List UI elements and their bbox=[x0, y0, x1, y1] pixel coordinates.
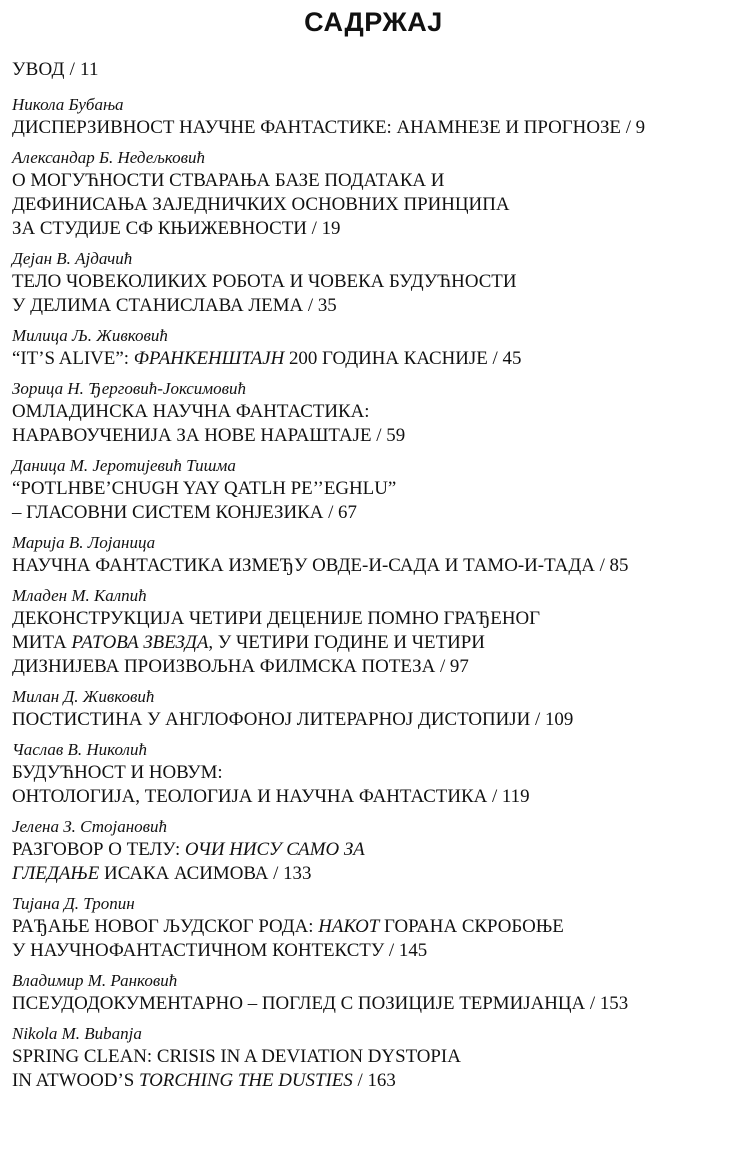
toc-entry bbox=[12, 248, 735, 318]
italic-title-segment: ОЧИ НИСУ САМО ЗА bbox=[184, 839, 365, 860]
toc-entry bbox=[12, 455, 735, 525]
entry-title-line bbox=[12, 939, 735, 963]
entry-title-line bbox=[12, 554, 735, 578]
title-segment: РАЂАЊЕ НОВОГ ЉУДСКОГ РОДА: bbox=[12, 916, 319, 937]
toc-entry bbox=[12, 585, 735, 679]
entry-author: Милан Д. Живковић bbox=[12, 687, 155, 706]
entry-author: Никола Бубања bbox=[12, 95, 124, 114]
entry-author: Младен М. Калпић bbox=[12, 586, 147, 605]
title-segment: , У ЧЕТИРИ ГОДИНЕ И ЧЕТИРИ bbox=[208, 632, 485, 653]
toc-entry bbox=[12, 970, 735, 1016]
entry-title-line bbox=[12, 915, 735, 939]
italic-title-segment: РАТОВА ЗВЕЗДА bbox=[71, 632, 209, 653]
entry-title-line bbox=[12, 708, 735, 732]
entry-title-line bbox=[12, 294, 735, 318]
entry-title-line bbox=[12, 501, 735, 525]
entry-title-line bbox=[12, 270, 735, 294]
entry-title-line bbox=[12, 169, 735, 193]
toc-entry bbox=[12, 325, 735, 371]
toc-entry bbox=[12, 893, 735, 963]
title-segment: ДИЗНИЈЕВА ПРОИЗВОЉНА ФИЛМСКА ПОТЕЗА / 97 bbox=[12, 656, 469, 677]
intro-entry: УВОД / 11 bbox=[12, 59, 99, 80]
entry-title-line bbox=[12, 862, 735, 886]
page-title: САДРЖАЈ bbox=[304, 7, 443, 37]
title-segment: ДЕФИНИСАЊА ЗАЈЕДНИЧКИХ ОСНОВНИХ ПРИНЦИПА bbox=[12, 194, 510, 215]
entry-title-line bbox=[12, 193, 735, 217]
toc-entry bbox=[12, 94, 735, 140]
title-segment: НАУЧНА ФАНТАСТИКА ИЗМЕЂУ ОВДЕ-И-САДА И ТАМО-И-ТАДА / 85 bbox=[12, 555, 629, 576]
entry-author: Дејан В. Ајдачић bbox=[12, 249, 133, 268]
toc-entry bbox=[12, 1023, 735, 1093]
title-segment: ЗА СТУДИЈЕ СФ КЊИЖЕВНОСТИ / 19 bbox=[12, 218, 341, 239]
entry-title-line bbox=[12, 347, 735, 371]
title-segment: ОМЛАДИНСКА НАУЧНА ФАНТАСТИКА: bbox=[12, 401, 370, 422]
italic-title-segment: TORCHING THE DUSTIES bbox=[138, 1070, 353, 1091]
title-segment: О МОГУЋНОСТИ СТВАРАЊА БАЗЕ ПОДАТАКА И bbox=[12, 170, 445, 191]
entry-author: Зорица Н. Ђерговић-Јоксимовић bbox=[12, 379, 247, 398]
entry-title-line bbox=[12, 1069, 735, 1093]
title-segment: “POTLHBE’CHUGH YAY QATLH PE’’EGHLU” bbox=[12, 478, 397, 499]
entry-author: Тијана Д. Тропин bbox=[12, 894, 135, 913]
title-segment: 200 ГОДИНА КАСНИЈЕ / 45 bbox=[284, 348, 522, 369]
toc-entry bbox=[12, 686, 735, 732]
entry-author: Даница М. Јеротијевић Тишма bbox=[12, 456, 236, 475]
entry-title-line bbox=[12, 655, 735, 679]
entry-author: Александар Б. Недељковић bbox=[12, 148, 205, 167]
entry-title-line bbox=[12, 424, 735, 448]
title-segment: ИСАКА АСИМОВА / 133 bbox=[99, 863, 312, 884]
title-segment: IN ATWOOD’S bbox=[12, 1070, 139, 1091]
title-segment: ГОРАНА СКРОБОЊЕ bbox=[379, 916, 564, 937]
toc-entry bbox=[12, 739, 735, 809]
toc-entry bbox=[12, 147, 735, 241]
entry-title-line bbox=[12, 631, 735, 655]
entry-title-line bbox=[12, 1045, 735, 1069]
title-segment: МИТА bbox=[12, 632, 72, 653]
toc-entry bbox=[12, 532, 735, 578]
entry-title-line bbox=[12, 116, 735, 140]
entry-title-line bbox=[12, 992, 735, 1016]
italic-title-segment: ГЛЕДАЊЕ bbox=[12, 863, 100, 884]
entry-title-line bbox=[12, 217, 735, 241]
title-segment: НАРАВОУЧЕНИЈА ЗА НОВЕ НАРАШТАЈЕ / 59 bbox=[12, 425, 406, 446]
entry-author: Марија В. Лојаница bbox=[12, 533, 156, 552]
entry-title-line bbox=[12, 785, 735, 809]
title-segment: SPRING CLEAN: CRISIS IN A DEVIATION DYSTOPIA bbox=[12, 1046, 461, 1067]
toc-entry bbox=[12, 816, 735, 886]
entry-title-line bbox=[12, 838, 735, 862]
toc-entries bbox=[12, 94, 735, 1093]
entry-author: Nikola M. Bubanja bbox=[12, 1024, 142, 1043]
entry-author: Милица Љ. Живковић bbox=[12, 326, 168, 345]
title-segment: – ГЛАСОВНИ СИСТЕМ КОНЈЕЗИКА / 67 bbox=[12, 502, 357, 523]
title-segment: ОНТОЛОГИЈА, ТЕОЛОГИЈА И НАУЧНА ФАНТАСТИКА / 119 bbox=[12, 786, 530, 807]
entry-title-line bbox=[12, 607, 735, 631]
title-segment: ТЕЛО ЧОВЕКОЛИКИХ РОБОТА И ЧОВЕКА БУДУЋНОСТИ bbox=[12, 271, 517, 292]
toc-entry bbox=[12, 378, 735, 448]
entry-author: Владимир М. Ранковић bbox=[12, 971, 178, 990]
entry-title-line bbox=[12, 400, 735, 424]
entry-title-line bbox=[12, 477, 735, 501]
entry-author: Јелена З. Стојановић bbox=[12, 817, 168, 836]
title-segment: РАЗГОВОР О ТЕЛУ: bbox=[12, 839, 185, 860]
entry-title-line bbox=[12, 761, 735, 785]
title-segment: БУДУЋНОСТ И НОВУМ: bbox=[12, 762, 223, 783]
title-segment: ПОСТИСТИНА У АНГЛОФОНОЈ ЛИТЕРАРНОЈ ДИСТОПИЈИ / 109 bbox=[12, 709, 574, 730]
entry-author: Часлав В. Николић bbox=[12, 740, 147, 759]
italic-title-segment: НАКОТ bbox=[318, 916, 380, 937]
title-segment: “IT’S ALIVE”: bbox=[12, 348, 134, 369]
title-segment: У НАУЧНОФАНТАСТИЧНОМ КОНТЕКСТУ / 145 bbox=[12, 940, 428, 961]
title-segment: ДЕКОНСТРУКЦИЈА ЧЕТИРИ ДЕЦЕНИЈЕ ПОМНО ГРАЂЕНОГ bbox=[12, 608, 541, 629]
title-segment: ДИСПЕРЗИВНОСТ НАУЧНЕ ФАНТАСТИКЕ: АНАМНЕЗЕ И ПРОГНОЗЕ / 9 bbox=[12, 117, 646, 138]
italic-title-segment: ФРАНКЕНШТАЈН bbox=[133, 348, 285, 369]
title-segment: У ДЕЛИМА СТАНИСЛАВА ЛЕМА / 35 bbox=[12, 295, 337, 316]
title-segment: / 163 bbox=[352, 1070, 396, 1091]
title-segment: ПСЕУДОДОКУМЕНТАРНО – ПОГЛЕД С ПОЗИЦИЈЕ ТЕРМИЈАНЦА / 153 bbox=[12, 993, 629, 1014]
